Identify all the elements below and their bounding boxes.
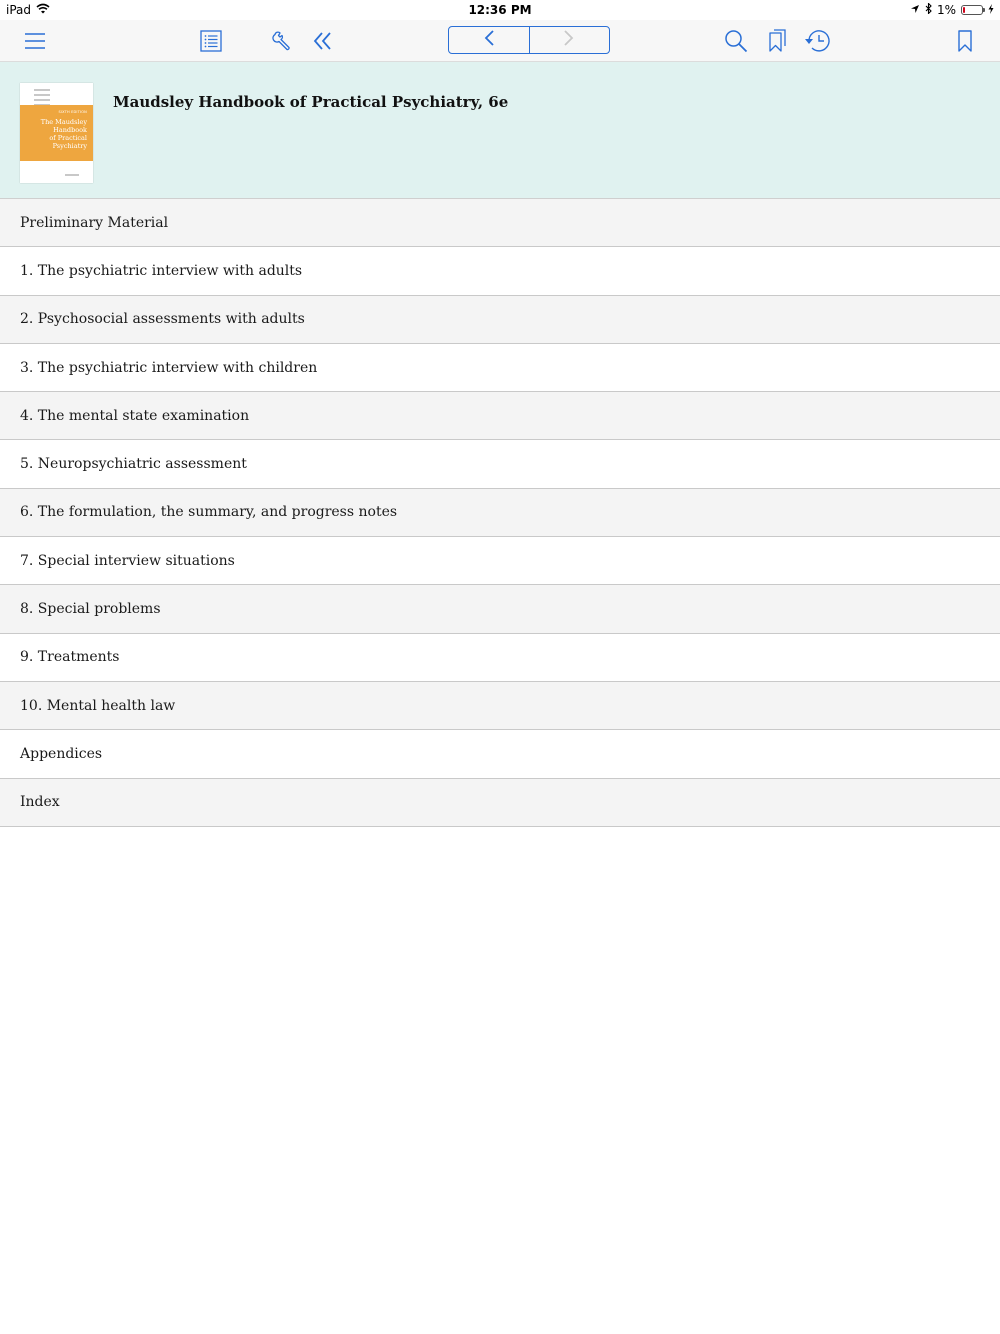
device-name: iPad [6,3,32,17]
history-icon[interactable] [802,26,832,56]
back-button[interactable] [449,27,529,53]
toc-item[interactable] [0,634,1000,682]
battery-icon [961,5,983,15]
back-chevron-icon [483,30,495,50]
menu-icon[interactable] [20,26,50,56]
toc-item-label: Preliminary Material [20,214,169,231]
toc-item-label: 2. Psychosocial assessments with adults [20,311,305,328]
double-chevron-left-icon[interactable] [308,26,338,56]
toolbar [0,20,1000,62]
forward-button[interactable] [529,27,610,53]
toc-item-label: 4. The mental state examination [20,407,250,424]
location-arrow-icon [910,3,920,17]
search-icon[interactable] [721,26,751,56]
table-of-contents-icon[interactable] [196,26,226,56]
toc-item[interactable] [0,585,1000,633]
bookmarks-list-icon[interactable] [762,26,792,56]
toc-item[interactable] [0,344,1000,392]
book-cover[interactable] [20,83,93,183]
status-bar [0,0,1000,20]
toc-item[interactable] [0,247,1000,295]
bluetooth-icon [925,3,932,17]
toc-item-label: 10. Mental health law [20,697,176,714]
toc-item[interactable] [0,296,1000,344]
toc-item-label: Appendices [20,745,103,762]
cover-publisher-mark [65,174,79,176]
toc-item[interactable] [0,682,1000,730]
forward-chevron-icon [563,30,575,50]
toc-item[interactable] [0,730,1000,778]
toc-item-label: 9. Treatments [20,649,120,666]
charging-bolt-icon [988,3,994,17]
toc-item-label: 3. The psychiatric interview with children [20,359,318,376]
toc-item-label: 8. Special problems [20,601,161,618]
toc-item-label: Index [20,794,60,811]
toc-item[interactable] [0,199,1000,247]
toc-item-label: 6. The formulation, the summary, and progress notes [20,504,398,521]
table-of-contents [0,199,1000,827]
toc-item[interactable] [0,537,1000,585]
book-header [0,62,1000,199]
toc-item[interactable] [0,779,1000,827]
bookmark-icon[interactable] [950,26,980,56]
toc-item-label: 5. Neuropsychiatric assessment [20,456,247,473]
toc-item[interactable] [0,392,1000,440]
toc-item[interactable] [0,440,1000,488]
wrench-icon[interactable] [268,26,298,56]
book-title: Maudsley Handbook of Practical Psychiatry, 6e [113,93,509,111]
cover-edition: SIXTH EDITION [58,110,87,114]
toc-item-label: 7. Special interview situations [20,552,235,569]
status-right [910,3,994,17]
toc-item-label: 1. The psychiatric interview with adults [20,262,303,279]
status-time: 12:36 PM [468,3,532,17]
page-navigation [448,26,610,54]
toc-item[interactable] [0,489,1000,537]
battery-percent: 1% [936,3,956,17]
cover-title: The Maudsley Handbook of Practical Psychiatry [40,118,87,150]
